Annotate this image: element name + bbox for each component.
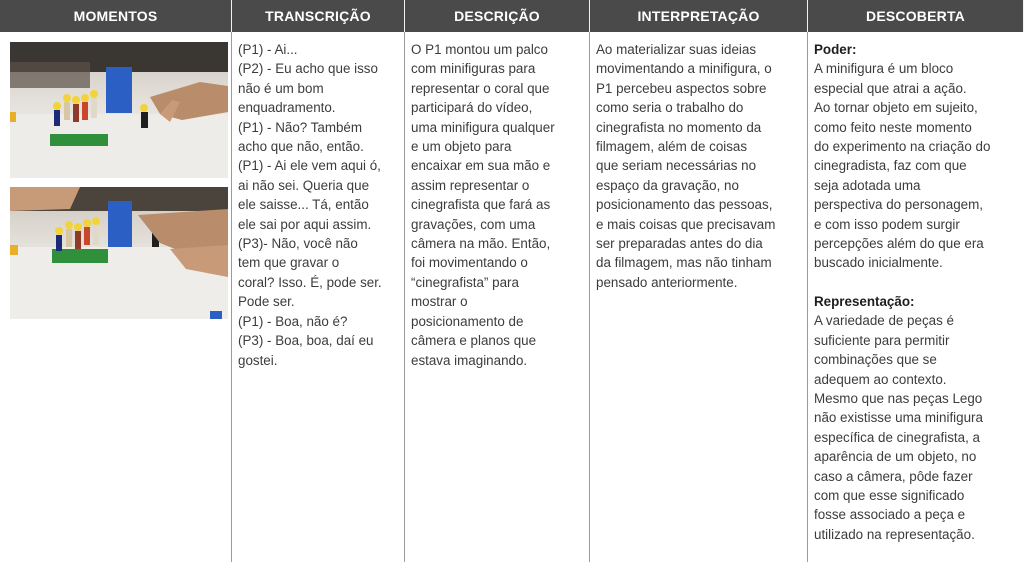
- poder-line: Ao tornar objeto em sujeito,: [814, 100, 978, 116]
- representacao-line: adequem ao contexto.: [814, 371, 947, 387]
- momentos-cell: [0, 32, 232, 562]
- descoberta-cell: [808, 32, 1024, 562]
- transcricao-line: ai não sei. Queria que: [238, 177, 370, 193]
- header-transcricao: TRANSCRIÇÃO: [232, 0, 405, 32]
- descricao-line: encaixar em sua mão e: [411, 158, 551, 174]
- representacao-line: caso a câmera, pôde fazer: [814, 468, 973, 484]
- interpretacao-line: pensado anteriormente.: [596, 274, 738, 290]
- poder-line: buscado inicialmente.: [814, 255, 943, 271]
- poder-line: A minifigura é um bloco: [814, 61, 954, 77]
- transcricao-line: acho que não, então.: [238, 139, 364, 155]
- descricao-line: gravações, com uma: [411, 216, 536, 232]
- poder-title: Poder:: [814, 42, 857, 57]
- interpretacao-line: movimentando a minifigura, o: [596, 61, 772, 77]
- descricao-line: estava imaginando.: [411, 352, 528, 368]
- descricao-cell: [405, 32, 590, 562]
- descricao-line: O P1 montou um palco: [411, 42, 548, 57]
- representacao-line: específica de cinegrafista, a: [814, 429, 980, 445]
- header-momentos: MOMENTOS: [0, 0, 232, 32]
- interpretacao-line: P1 percebeu aspectos sobre: [596, 80, 767, 96]
- interpretacao-cell: [590, 32, 808, 562]
- transcricao-line: ele sai por aqui assim.: [238, 216, 372, 232]
- representacao-line: utilizado na representação.: [814, 526, 975, 542]
- interpretacao-line: que seriam necessárias no: [596, 158, 757, 174]
- descricao-line: câmera na mão. Então,: [411, 236, 551, 252]
- representacao-line: combinações que se: [814, 352, 937, 368]
- transcricao-cell: [232, 32, 405, 562]
- transcricao-line: coral? Isso. É, pode ser.: [238, 274, 382, 290]
- interpretacao-line: ser preparadas antes do dia: [596, 236, 763, 252]
- section-spacer: [814, 273, 1018, 292]
- representacao-line: A variedade de peças é: [814, 313, 954, 329]
- poder-line: seja adotada uma: [814, 177, 921, 193]
- poder-line: perspectiva do personagem,: [814, 197, 983, 213]
- representacao-line: aparência de um objeto, no: [814, 449, 977, 465]
- poder-line: e com isso podem surgir: [814, 216, 960, 232]
- transcricao-line: (P1) - Ai...: [238, 42, 298, 57]
- lego-photo-2: [10, 187, 228, 319]
- representacao-title: Representação:: [814, 293, 915, 309]
- descricao-line: câmera e planos que: [411, 333, 537, 349]
- representacao-line: com que esse significado: [814, 487, 965, 503]
- transcricao-line: Pode ser.: [238, 294, 295, 310]
- descricao-line: uma minifigura qualquer: [411, 119, 555, 135]
- representacao-line: suficiente para permitir: [814, 332, 950, 348]
- header-descoberta: DESCOBERTA: [808, 0, 1024, 32]
- transcricao-line: gostei.: [238, 352, 278, 368]
- transcricao-line: enquadramento.: [238, 100, 336, 116]
- poder-line: especial que atrai a ação.: [814, 80, 967, 96]
- header-descricao: DESCRIÇÃO: [405, 0, 590, 32]
- descricao-line: representar o coral que: [411, 80, 550, 96]
- transcricao-line: tem que gravar o: [238, 255, 340, 271]
- descricao-line: posicionamento de: [411, 313, 524, 329]
- transcricao-line: (P3) - Boa, boa, daí eu: [238, 333, 374, 349]
- poder-line: cinegradista, faz com que: [814, 158, 967, 174]
- interpretacao-line: da filmagem, mas não tinham: [596, 255, 772, 271]
- interpretacao-line: cinegrafista no momento da: [596, 119, 762, 135]
- descricao-line: participará do vídeo,: [411, 100, 533, 116]
- lego-photo-1: [10, 42, 228, 178]
- descricao-line: com minifiguras para: [411, 61, 536, 77]
- representacao-line: fosse associado a peça e: [814, 507, 966, 523]
- transcricao-line: (P1) - Ai ele vem aqui ó,: [238, 158, 381, 174]
- interpretacao-line: posicionamento das pessoas,: [596, 197, 773, 213]
- interpretacao-line: espaço da gravação, no: [596, 177, 739, 193]
- descricao-line: assim representar o: [411, 177, 530, 193]
- descricao-line: e um objeto para: [411, 139, 512, 155]
- interpretacao-line: filmagem, além de coisas: [596, 139, 748, 155]
- interpretacao-line: Ao materializar suas ideias: [596, 42, 757, 57]
- descricao-line: cinegrafista que fará as: [411, 197, 551, 213]
- descricao-line: foi movimentando o: [411, 255, 528, 271]
- interpretacao-line: como seria o trabalho do: [596, 100, 744, 116]
- transcricao-line: (P3)- Não, você não: [238, 236, 358, 252]
- poder-line: como feito neste momento: [814, 119, 972, 135]
- descricao-line: mostrar o: [411, 294, 468, 310]
- poder-line: do experimento na criação do: [814, 139, 991, 155]
- transcricao-line: (P1) - Não? Também: [238, 119, 363, 135]
- transcricao-line: (P2) - Eu acho que isso: [238, 61, 378, 77]
- representacao-line: Mesmo que nas peças Lego: [814, 390, 983, 406]
- descricao-line: “cinegrafista” para: [411, 274, 519, 290]
- transcricao-line: ele saisse... Tá, então: [238, 197, 369, 213]
- representacao-line: não existisse uma minifigura: [814, 410, 983, 426]
- poder-line: percepções além do que era: [814, 236, 984, 252]
- transcricao-line: não é um bom: [238, 80, 324, 96]
- transcricao-line: (P1) - Boa, não é?: [238, 313, 348, 329]
- header-interpretacao: INTERPRETAÇÃO: [590, 0, 808, 32]
- interpretacao-line: e mais coisas que precisavam: [596, 216, 776, 232]
